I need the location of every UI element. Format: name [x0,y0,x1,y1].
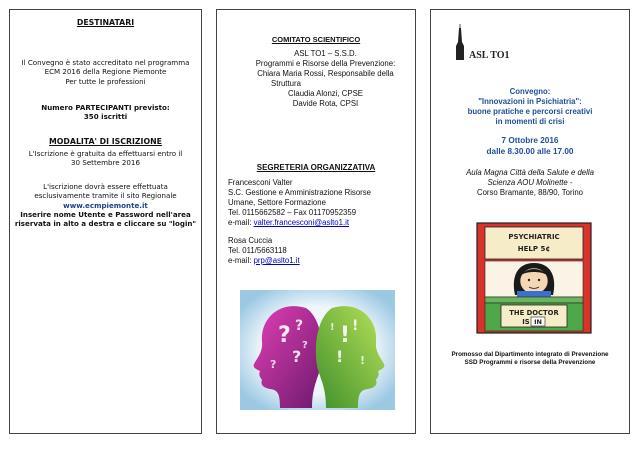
question-mark-icon: ? [302,340,308,351]
panel-convegno [430,9,630,434]
online-line: L'iscrizione dovrà essere effettuata [43,182,168,191]
contact-line: S.C. Gestione e Amministrazione Risorse [228,187,371,197]
exclamation-mark-icon: ! [336,347,344,366]
email-label: e-mail: [228,217,254,227]
online-line: esclusivamente tramite il sito Regionale [34,191,177,201]
email-label: e-mail: [228,255,254,265]
contact-line: Tel. 0115662582 – Fax 01170952359 [228,207,357,217]
mole-antonelliana-icon [456,28,464,60]
accreditation-text [10,58,201,86]
logo-text: ASL TO1 [469,50,510,61]
ecm-site-link[interactable]: www.ecmpiemonte.it [63,200,148,210]
lucy-dress [517,291,551,297]
comitato-title: COMITATO SCIENTIFICO [271,35,361,44]
comitato-line: Claudia Alonzi, CPSE [288,88,363,98]
lucy-psychiatric-booth-illustration [471,221,597,336]
venue-line: Aula Magna Città della Salute e della [466,168,594,177]
contact-cuccia [228,236,413,266]
event-title-line: "Innovazioni in Psichiatria": [478,96,582,106]
contact-francesconi [228,178,413,228]
contact-tel: Tel. 011/5663118 [228,245,287,255]
exclamation-mark-icon: ! [352,318,359,334]
comitato-line: Struttura [271,78,301,88]
event-title-line: in momenti di crisi [495,116,565,126]
venue-line: Corso Bramante, 88/90, Torino [476,187,584,197]
panel-comitato [216,9,416,434]
venue-line: Scienza AOU Molinette - [487,177,573,187]
online-registration-text [10,182,201,229]
login-line: Inserire nome Utente e Password nell'area [20,210,191,220]
participants [10,103,201,122]
participants-label: Numero PARTECIPANTI previsto: [41,103,170,112]
event-datetime [431,136,629,157]
free-registration-text [10,149,201,168]
question-mark-icon: ? [270,358,277,371]
panel-destinatari [9,9,202,434]
convegno-header [431,87,629,127]
accredit-line: Per tutte le professioni [65,76,146,86]
event-venue [431,168,629,198]
promoter-text [431,351,629,367]
exclamation-mark-icon: ! [340,323,351,348]
login-line: riservata in alto a destra e cliccare su "login" [14,219,197,229]
segreteria-title: SEGRETERIA ORGANIZZATIVA [256,163,376,172]
free-line: 30 Settembre 2016 [71,158,140,168]
comitato-members [243,49,408,109]
comitato-line: Programmi e Risorse della Prevenzione: [255,58,396,68]
participants-value: 350 iscritti [83,112,128,122]
question-mark-icon: ? [295,318,304,334]
modalita-title: MODALITA' DI ISCRIZIONE [49,137,162,146]
promoter-line: SSD Programmi e risorse della Prevenzione [464,359,596,367]
question-mark-icon: ? [278,323,291,348]
accredit-line: ECM 2016 della Regione Piemonte [44,67,167,77]
event-title-line: buone pratiche e percorsi creativi [467,106,593,116]
asl-to1-logo [447,24,517,64]
email-link-francesconi[interactable]: valter.francesconi@aslto1.it [253,217,350,227]
doctor-sign-line1: THE DOCTOR [509,309,559,317]
booth-sign [485,227,583,259]
accredit-line: Il Convegno è stato accreditato nel programma [21,58,190,67]
doctor-sign-in: IN [534,318,542,326]
comitato-line: Chiara Maria Rossi, Responsabile della [257,68,394,78]
comitato-line: ASL TO1 – S.S.D. [294,49,357,58]
convegno-label: Convegno: [509,87,551,96]
promoter-line: Promosso dal Dipartimento integrato di Prevenzione [451,351,609,358]
exclamation-mark-icon: ! [330,322,335,333]
free-line: L'Iscrizione è gratuita da effettuarsi entro il [28,149,183,158]
sign-help-price: HELP 5¢ [517,245,551,253]
comitato-line: Davide Rota, CPSI [292,98,359,108]
exclamation-mark-icon: ! [360,354,366,367]
contact-line: Umane, Settore Formazione [228,197,326,207]
question-mark-icon: ? [292,347,302,366]
destinatari-title: DESTINATARI [76,18,135,27]
event-date: 7 Ottobre 2016 [501,136,559,145]
contact-name: Francesconi Valter [228,178,293,187]
event-time: dalle 8.30.00 alle 17.00 [486,146,574,156]
heads-question-illustration [240,290,395,410]
contact-name: Rosa Cuccia [228,236,273,245]
sign-psychiatric: PSYCHIATRIC [508,233,560,241]
booth-counter [485,297,583,303]
doctor-sign-is: IS [522,318,530,326]
email-link-cuccia[interactable]: prp@aslto1.it [253,255,300,265]
